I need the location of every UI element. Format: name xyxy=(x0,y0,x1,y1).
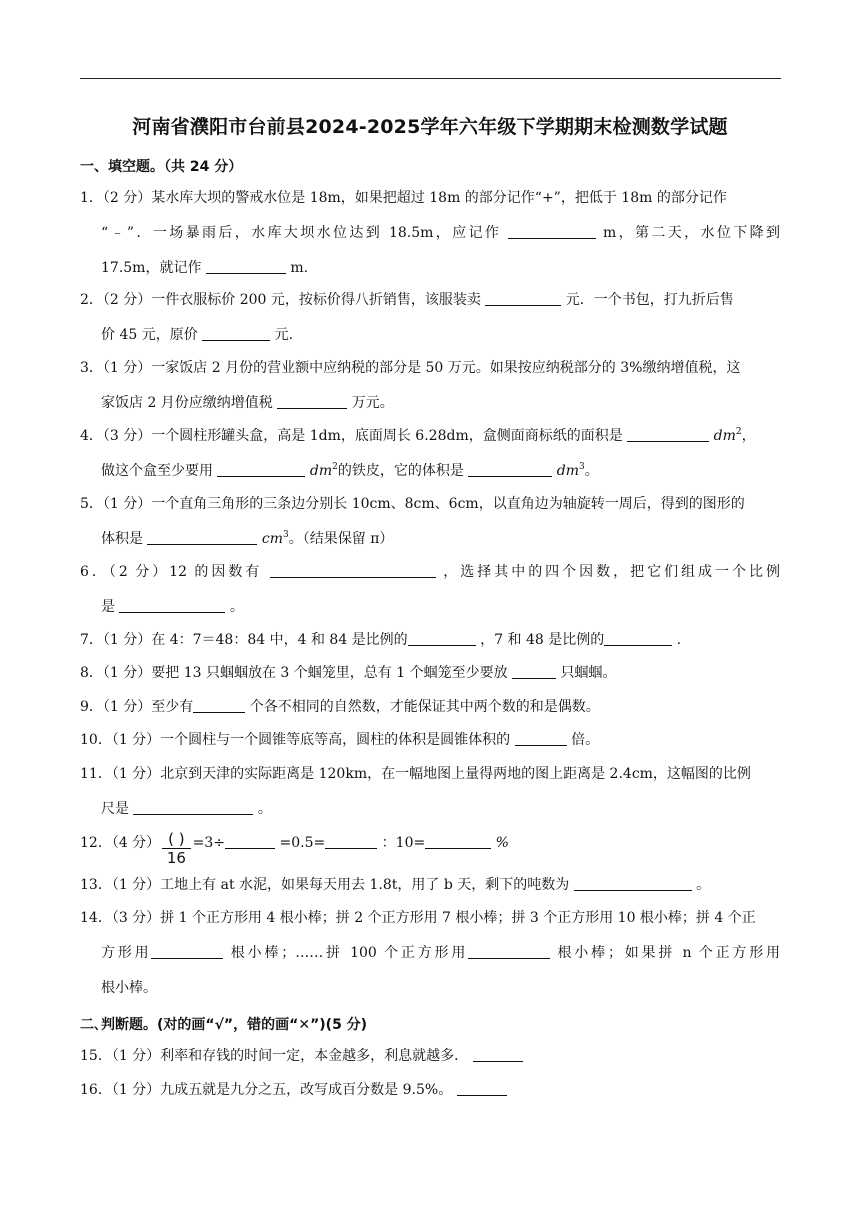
q3-line1: 3．（1 分）一家饭店 2 月份的营业额中应纳税的部分是 50 万元。如果按应纳税部分的 3%缴纳增值税，这 xyxy=(80,360,741,376)
q2-text: 元．一个书包，打九折后售 xyxy=(565,292,734,308)
q4-text: 4．（3 分）一个圆柱形罐头盒，高是 1dm，底面周长 6.28dm，盒侧面商标纸的面积是 xyxy=(80,428,623,444)
q6-text: 6．（2 分）12 的因数有 xyxy=(80,564,263,580)
q2-text: 2．（2 分）一件衣服标价 200 元，按标价得八折销售，该服装卖 xyxy=(80,292,481,308)
q4-exponent: 2 xyxy=(735,427,742,437)
q5-answer-blank[interactable] xyxy=(147,530,257,545)
q13-line xyxy=(80,868,780,903)
q11-line2 xyxy=(80,792,780,827)
q9-answer-blank[interactable] xyxy=(193,698,245,713)
question-7 xyxy=(80,623,780,658)
q4-text: ， xyxy=(741,428,756,444)
q2-line2 xyxy=(80,318,780,353)
question-4 xyxy=(80,419,780,489)
q5-text: 。（结果保留 π） xyxy=(288,531,394,547)
section-heading-true-false: 二､判断题。(对的画“√”，错的画“✕”)(5 分) xyxy=(80,1017,368,1033)
q14-text: 方形用 xyxy=(101,945,152,961)
q5-exponent: 3 xyxy=(283,530,289,540)
q12-text: ：10= xyxy=(381,835,426,851)
q7-line xyxy=(80,623,780,658)
question-1 xyxy=(80,181,780,286)
q2-answer-blank-1[interactable] xyxy=(485,291,561,306)
q12-text: 12．（4 分） xyxy=(80,835,161,851)
q2-answer-blank-2[interactable] xyxy=(202,326,270,341)
q12-answer-blank-2[interactable] xyxy=(325,834,377,849)
q14-answer-blank-2[interactable] xyxy=(468,944,550,959)
q5-unit: cm xyxy=(261,531,284,547)
q7-answer-blank-1[interactable] xyxy=(408,631,476,646)
q1-text: “﹣”．一场暴雨后，水库大坝水位达到 18.5m，应记作 xyxy=(101,225,502,241)
q8-answer-blank[interactable] xyxy=(512,664,556,679)
q4-answer-blank-1[interactable] xyxy=(627,427,709,442)
q3-line2 xyxy=(80,386,780,421)
q4-line2 xyxy=(80,454,780,489)
q11-text: 尺是 xyxy=(101,801,129,817)
q6-line2 xyxy=(80,590,780,625)
q9-line xyxy=(80,690,780,725)
q14-line1: 14．（3 分）拼 1 个正方形用 4 根小棒；拼 2 个正方形用 7 根小棒；拼 3 个正方形用 10 根小棒；拼 4 个正 xyxy=(80,910,756,926)
q7-text: 7．（1 分）在 4：7＝48：84 中，4 和 84 是比例的 xyxy=(80,632,408,648)
q14-line3: 根小棒。 xyxy=(101,980,157,996)
question-15 xyxy=(80,1039,780,1074)
header-rule xyxy=(80,78,781,79)
q15-answer-blank[interactable] xyxy=(473,1047,523,1062)
q1-line1: 1．（2 分）某水库大坝的警戒水位是 18m，如果把超过 18m 的部分记作“+”，把低于 18m 的部分记作 xyxy=(80,190,727,206)
q5-line1: 5．（1 分）一个直角三角形的三条边分别长 10cm、8cm、6cm，以直角边为轴旋转一周后，得到的图形的 xyxy=(80,496,745,512)
question-3 xyxy=(80,351,780,421)
q12-text: =0.5= xyxy=(279,835,326,851)
question-2 xyxy=(80,283,780,353)
q8-text: 8．（1 分）要把 13 只蝈蝈放在 3 个蝈笼里，总有 1 个蝈笼至少要放 xyxy=(80,665,508,681)
question-14 xyxy=(80,901,780,1006)
q10-line xyxy=(80,723,780,758)
q1-answer-blank-2[interactable] xyxy=(206,259,286,274)
q3-answer-blank[interactable] xyxy=(277,394,347,409)
q1-line3 xyxy=(80,251,780,286)
q5-line2 xyxy=(80,522,780,557)
q6-text: 是 xyxy=(101,599,115,615)
q4-text: 的铁皮，它的体积是 xyxy=(337,463,464,479)
q2-text: 元. xyxy=(274,327,294,343)
q3-text: 家饭店 2 月份应缴纳增值税 xyxy=(101,395,273,411)
q8-text: 只蝈蝈。 xyxy=(560,665,617,681)
question-8 xyxy=(80,656,780,691)
q12-text: =3÷ xyxy=(192,835,226,851)
q6-answer-blank-1[interactable] xyxy=(270,563,436,578)
q11-text: 。 xyxy=(257,801,272,817)
q4-unit: dm xyxy=(556,463,580,479)
q3-text: 万元。 xyxy=(351,395,394,411)
question-12 xyxy=(80,826,780,867)
question-6 xyxy=(80,555,780,625)
q7-answer-blank-2[interactable] xyxy=(604,631,672,646)
q5-text: 体积是 xyxy=(101,531,143,547)
q4-answer-blank-2[interactable] xyxy=(217,462,305,477)
q16-text: 16．（1 分）九成五就是九分之五，改写成百分数是 9.5%。 xyxy=(80,1082,453,1098)
q6-answer-blank-2[interactable] xyxy=(119,598,225,613)
q14-line2 xyxy=(80,936,780,971)
q12-percent: % xyxy=(495,835,509,851)
q4-unit: dm xyxy=(713,428,736,444)
q15-line xyxy=(80,1039,780,1074)
q16-answer-blank[interactable] xyxy=(457,1081,507,1096)
q13-text: 。 xyxy=(696,877,711,893)
q14-text: 根小棒；如果拼 n 个正方形用 xyxy=(557,945,781,961)
q13-answer-blank[interactable] xyxy=(574,876,692,891)
q7-text: ，7 和 48 是比例的 xyxy=(480,632,605,648)
q15-text: 15．（1 分）利率和存钱的时间一定，本金越多，利息就越多． xyxy=(80,1048,469,1064)
q1-text: 17.5m，就记作 xyxy=(101,260,202,276)
q14-text: 根小棒；……拼 100 个正方形用 xyxy=(230,945,469,961)
q10-text: 10．（1 分）一个圆柱与一个圆锥等底等高，圆柱的体积是圆锥体积的 xyxy=(80,732,511,748)
page-title: 河南省濮阳市台前县2024-2025学年六年级下学期期末检测数学试题 xyxy=(132,116,728,138)
q14-answer-blank-1[interactable] xyxy=(151,944,223,959)
q4-text: 做这个盒至少要用 xyxy=(101,463,213,479)
q6-text: 。 xyxy=(229,599,244,615)
q12-line xyxy=(80,826,780,867)
q10-text: 倍。 xyxy=(571,732,600,748)
q9-text: 个各不相同的自然数，才能保证其中两个数的和是偶数。 xyxy=(249,699,600,715)
q1-text: m，第二天，水位下降到 xyxy=(602,225,780,241)
q9-text: 9．（1 分）至少有 xyxy=(80,699,194,715)
q16-line xyxy=(80,1073,780,1108)
q2-text: 价 45 元，原价 xyxy=(101,327,198,343)
question-5 xyxy=(80,487,780,557)
section-heading-fill-in: 一、填空题。（共 24 分） xyxy=(80,159,243,175)
q12-fraction-denominator: 16 xyxy=(166,849,186,867)
q1-answer-blank-1[interactable] xyxy=(508,224,596,239)
q6-line1 xyxy=(80,555,780,590)
q1-text: m. xyxy=(290,260,309,276)
q4-unit: dm xyxy=(309,463,333,479)
q4-answer-blank-3[interactable] xyxy=(468,462,552,477)
q11-line1: 11．（1 分）北京到天津的实际距离是 120km，在一幅地图上量得两地的图上距离是 2.4cm，这幅图的比例 xyxy=(80,766,751,782)
q12-fraction xyxy=(162,830,190,867)
q6-text: ，选择其中的四个因数，把它们组成一个比例 xyxy=(443,564,781,580)
q1-line2 xyxy=(80,216,780,251)
question-16 xyxy=(80,1073,780,1108)
question-9 xyxy=(80,690,780,725)
q13-text: 13．（1 分）工地上有 at 水泥，如果每天用去 1.8t，用了 b 天，剩下的吨数为 xyxy=(80,877,570,893)
q4-exponent: 3 xyxy=(579,462,585,472)
q12-fraction-numerator[interactable]: ( ) xyxy=(162,830,190,849)
q12-answer-blank-3[interactable] xyxy=(425,834,491,849)
q4-line1 xyxy=(80,419,780,454)
question-10 xyxy=(80,723,780,758)
q12-answer-blank-1[interactable] xyxy=(225,834,275,849)
q11-answer-blank[interactable] xyxy=(133,800,253,815)
q7-text: . xyxy=(676,632,682,648)
question-11 xyxy=(80,757,780,827)
q10-answer-blank[interactable] xyxy=(515,731,567,746)
q8-line xyxy=(80,656,780,691)
question-13 xyxy=(80,868,780,903)
q4-text: 。 xyxy=(584,463,599,479)
q2-line1 xyxy=(80,283,780,318)
q4-exponent: 2 xyxy=(332,462,338,472)
